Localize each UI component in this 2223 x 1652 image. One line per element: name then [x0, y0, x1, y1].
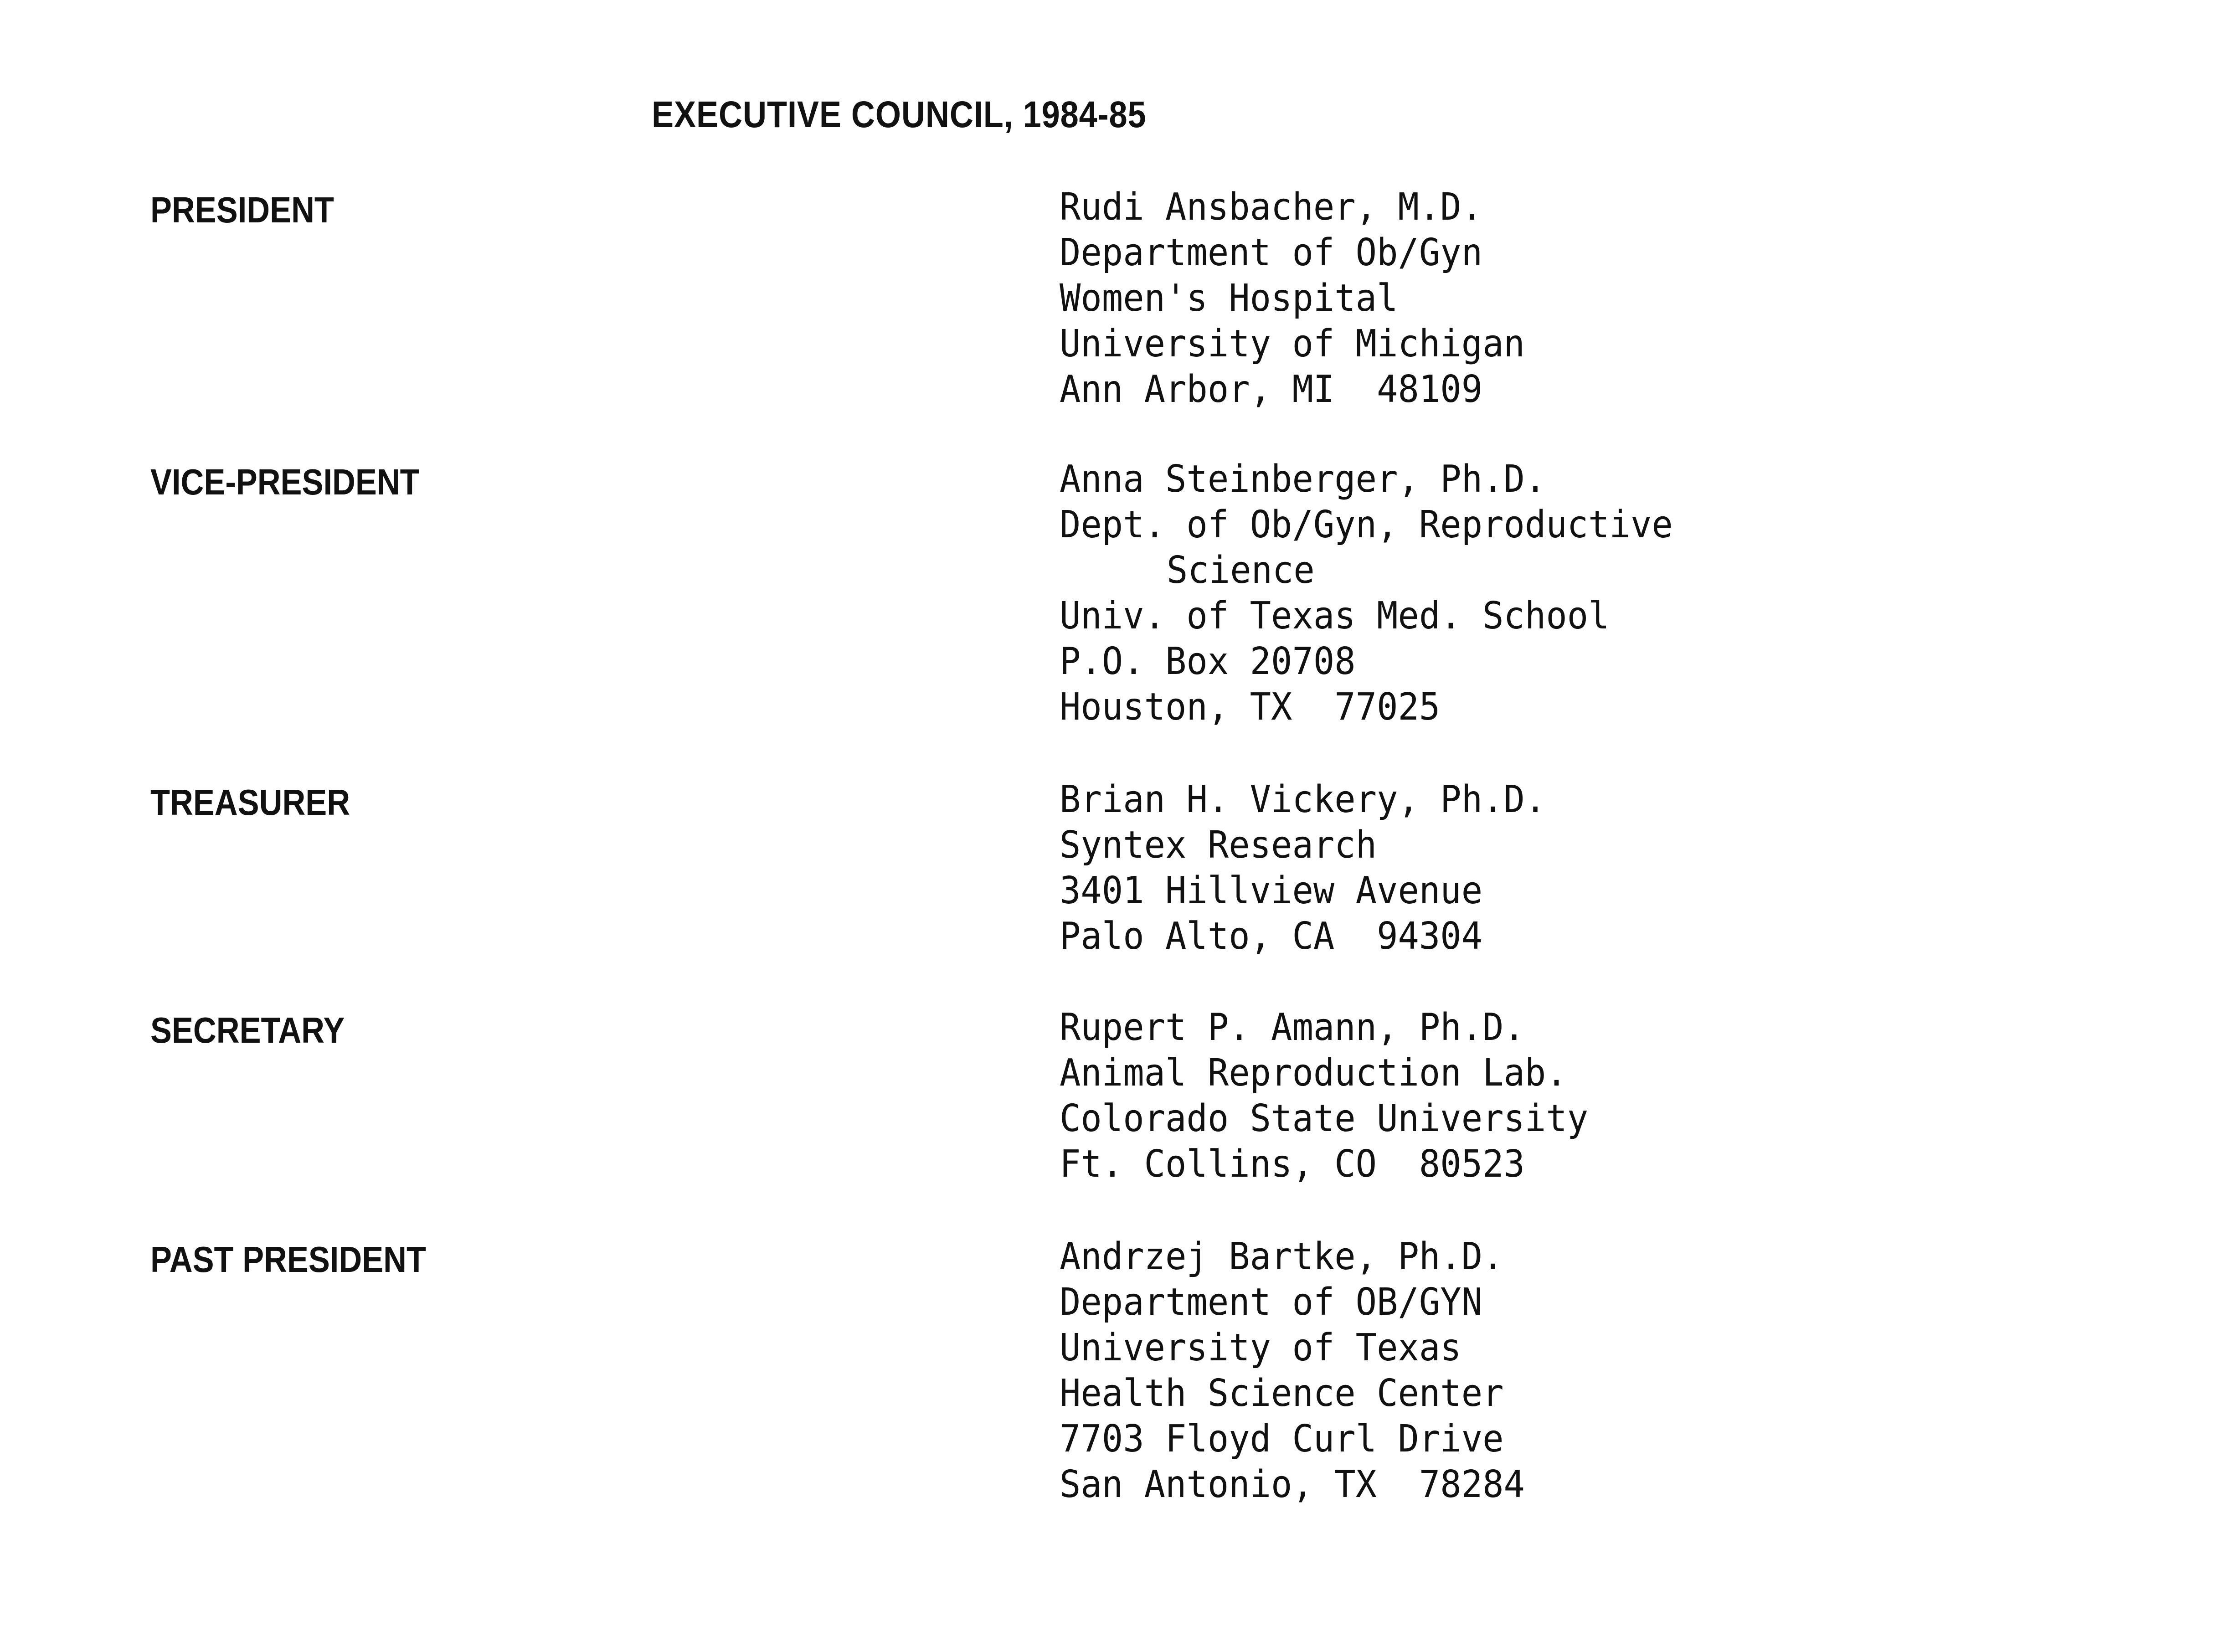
officer-name: Andrzej Bartke, Ph.D.: [1060, 1235, 1504, 1278]
address-line: Department of Ob/Gyn: [1060, 231, 1483, 274]
address-line: Women's Hospital: [1060, 277, 1398, 320]
page-title: EXECUTIVE COUNCIL, 1984-85: [652, 94, 1147, 135]
role-past-president: PAST PRESIDENT: [150, 1239, 426, 1280]
address-line: Colorado State University: [1060, 1097, 1589, 1140]
officer-entry-treasurer: [1060, 777, 1546, 959]
address-line: Science: [1167, 549, 1315, 592]
address-line: 7703 Floyd Curl Drive: [1060, 1417, 1504, 1461]
address-line: Univ. of Texas Med. School: [1060, 594, 1610, 638]
officer-name: Rupert P. Amann, Ph.D.: [1060, 1006, 1525, 1049]
address-line: Houston, TX 77025: [1060, 685, 1441, 729]
officer-entry-past-president: [1060, 1234, 1525, 1508]
officer-name: Rudi Ansbacher, M.D.: [1060, 185, 1483, 229]
role-treasurer: TREASURER: [150, 782, 350, 823]
address-line: San Antonio, TX 78284: [1060, 1463, 1525, 1506]
role-president: PRESIDENT: [150, 190, 334, 230]
address-line: Health Science Center: [1060, 1372, 1504, 1415]
officer-entry-secretary: [1060, 1005, 1588, 1187]
officer-name: Brian H. Vickery, Ph.D.: [1060, 778, 1546, 821]
officer-entry-vice-president: [1060, 457, 1673, 730]
address-line: Ann Arbor, MI 48109: [1060, 368, 1483, 411]
address-line: University of Michigan: [1060, 322, 1525, 365]
address-line: 3401 Hillview Avenue: [1060, 869, 1483, 912]
address-line: Syntex Research: [1060, 823, 1377, 867]
address-line: Palo Alto, CA 94304: [1060, 915, 1483, 958]
officer-entry-president: [1060, 185, 1525, 412]
role-secretary: SECRETARY: [150, 1010, 345, 1050]
address-line: P.O. Box 20708: [1060, 640, 1356, 683]
address-line: Dept. of Ob/Gyn, Reproductive: [1060, 503, 1673, 546]
address-line: Department of OB/GYN: [1060, 1281, 1483, 1324]
address-line: Animal Reproduction Lab.: [1060, 1051, 1567, 1095]
address-line: Ft. Collins, CO 80523: [1060, 1143, 1525, 1186]
officer-name: Anna Steinberger, Ph.D.: [1060, 458, 1546, 501]
role-vice-president: VICE-PRESIDENT: [150, 462, 420, 502]
address-line: University of Texas: [1060, 1326, 1461, 1369]
